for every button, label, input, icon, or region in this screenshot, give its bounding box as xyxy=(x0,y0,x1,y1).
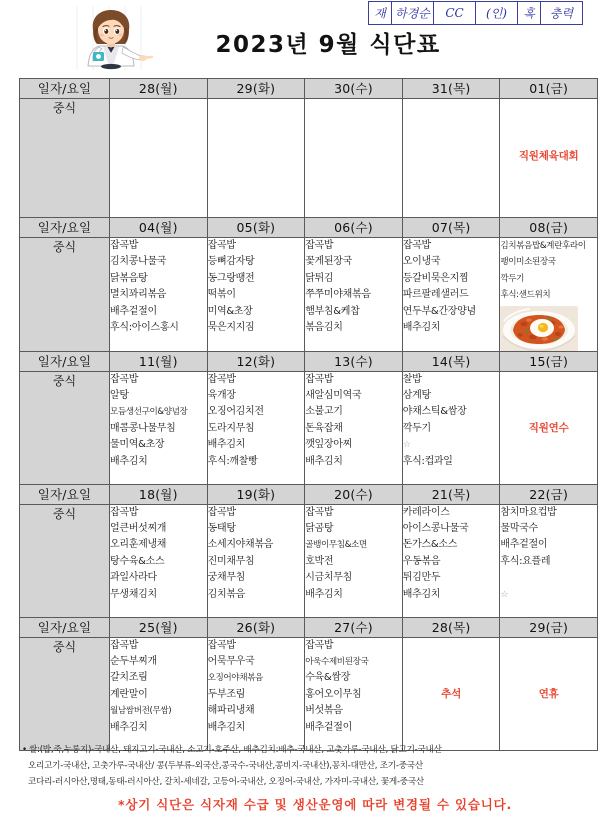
menu-cell xyxy=(110,371,208,484)
column-header-label: 일자/요일 xyxy=(20,79,110,99)
dish-item: 홍어오이무침 xyxy=(305,688,362,700)
dish-item: 소불고기 xyxy=(305,406,343,418)
menu-cell xyxy=(207,238,305,352)
dish-item: 후식:깨찰빵 xyxy=(207,455,258,467)
dish-item: 배추겉절이 xyxy=(305,721,352,733)
menu-cell xyxy=(402,371,500,484)
week-header-row xyxy=(20,79,598,99)
dish-item: 무생채김치 xyxy=(110,588,157,600)
week-menu-row xyxy=(20,371,598,484)
menu-cell xyxy=(110,99,208,218)
dish-list xyxy=(110,505,207,603)
dish-item: 묵은지지짐 xyxy=(207,322,255,334)
dish-item: 진미채무침 xyxy=(207,555,255,567)
dish-item: 매콤콩나물무침 xyxy=(110,422,176,434)
dish-list xyxy=(305,505,402,603)
dish-item: 오징어야채볶음 xyxy=(207,673,263,684)
origin-line-text: 쌀:(밥,죽,누룽지)-국내산, 돼지고기-국내산, 소고기-호주산, 배추김치:배추-국내산, 고춧가루-국내산, 닭고기-국내산 xyxy=(29,745,442,755)
dish-list xyxy=(208,638,305,736)
dish-item: 물미역&초장 xyxy=(110,439,165,451)
column-header-day: 28(월) xyxy=(110,79,208,99)
column-header-day: 26(화) xyxy=(207,617,305,637)
dish-list xyxy=(305,372,402,470)
menu-change-warning: *상기 식단은 식자재 수급 및 생산운영에 따라 변경될 수 있습니다. xyxy=(117,797,512,812)
menu-cell xyxy=(207,99,305,218)
week-header-row xyxy=(20,351,598,371)
column-header-day: 30(수) xyxy=(305,79,403,99)
dish-item: 배추김치 xyxy=(305,588,343,600)
dish-item: 동그랑땡전 xyxy=(207,272,255,284)
dish-list xyxy=(110,238,207,336)
dish-item: 오이냉국 xyxy=(402,256,441,268)
dish-item: 오리훈제냉채 xyxy=(110,539,167,551)
column-header-day: 11(월) xyxy=(110,351,208,371)
dish-item: 후식:컵과일 xyxy=(402,455,453,467)
dish-item: 소세지야채볶음 xyxy=(207,539,274,551)
dish-item: 어묵무우국 xyxy=(207,656,255,668)
dish-item: 쭈쭈미야채볶음 xyxy=(305,289,371,301)
menu-cell xyxy=(500,504,598,617)
stamp-cell xyxy=(518,2,541,24)
dish-item: 육개장 xyxy=(207,390,236,402)
menu-cell xyxy=(110,238,208,352)
column-header-day: 18(월) xyxy=(110,484,208,504)
dish-item: 해파리냉채 xyxy=(207,705,255,717)
column-header-day: 14(목) xyxy=(402,351,500,371)
week-menu-row xyxy=(20,637,598,750)
stamp-cell xyxy=(392,2,434,24)
dish-item: 돈가스&소스 xyxy=(402,539,458,551)
dish-item: 배추김치 xyxy=(207,721,246,733)
dish-item: 궁채무침 xyxy=(207,572,246,584)
meal-type-label: 중식 xyxy=(20,637,110,750)
menu-cell xyxy=(500,99,598,218)
menu-cell xyxy=(402,637,500,750)
stamp-cell xyxy=(434,2,476,24)
column-header-day: 31(목) xyxy=(402,79,500,99)
menu-cell xyxy=(402,99,500,218)
column-header-label: 일자/요일 xyxy=(20,351,110,371)
dish-item: 김치볶음밥&계란후라이 xyxy=(500,241,586,251)
approval-stamp-box xyxy=(368,1,583,25)
dish-list xyxy=(403,505,500,603)
week-menu-row xyxy=(20,238,598,352)
dish-item: 두부조림 xyxy=(207,688,246,700)
dish-item: 얼큰버섯찌개 xyxy=(110,523,167,535)
menu-cell xyxy=(305,504,403,617)
week-header-row xyxy=(20,484,598,504)
special-note: 직원연수 xyxy=(528,422,569,435)
dish-item: 잡곡밥 xyxy=(110,240,139,251)
menu-cell xyxy=(402,238,500,352)
origin-line xyxy=(0,758,616,774)
meal-type-label: 중식 xyxy=(20,99,110,218)
menu-cell xyxy=(402,504,500,617)
dish-item: 배추김치 xyxy=(402,322,441,334)
dish-list xyxy=(110,638,207,736)
dish-item: 잡곡밥 xyxy=(207,373,236,385)
dish-item: 잡곡밥 xyxy=(305,240,334,251)
column-header-day: 22(금) xyxy=(500,484,598,504)
dish-item: 잡곡밥 xyxy=(207,506,236,518)
dish-item: 참치마요컵밥 xyxy=(500,506,557,518)
dish-item: 삼계탕 xyxy=(402,390,431,402)
column-header-day: 13(수) xyxy=(305,351,403,371)
dish-item: 잡곡밥 xyxy=(207,240,236,251)
stamp-scribble-text: 충력 xyxy=(549,6,574,21)
meal-type-label: 중식 xyxy=(20,504,110,617)
dish-item: 오징어김치전 xyxy=(207,406,264,418)
dish-item-star: ☆ xyxy=(402,440,411,451)
dish-item: 월남쌈버전(무쌈) xyxy=(110,706,172,717)
dish-item: 팽이미소된장국 xyxy=(500,257,556,268)
dish-item: 잡곡밥 xyxy=(305,506,334,518)
dish-item: 잡곡밥 xyxy=(110,373,139,385)
column-header-day: 19(화) xyxy=(207,484,305,504)
dish-item: 튀김만두 xyxy=(402,572,441,584)
dish-item: 수육&쌈장 xyxy=(305,672,351,684)
dish-item: 햄부침&케찹 xyxy=(305,305,360,317)
menu-cell xyxy=(207,371,305,484)
menu-cell xyxy=(305,238,403,352)
dish-item: 배추겉절이 xyxy=(110,305,157,317)
dish-item: 등갈비묵은지찜 xyxy=(402,272,469,284)
origin-footer xyxy=(0,742,616,813)
dish-item: 버섯볶음 xyxy=(305,705,343,717)
dish-item: 후식:요플레 xyxy=(500,555,551,567)
dish-item: 배추김치 xyxy=(110,721,148,733)
dish-item: 호박전 xyxy=(305,555,334,567)
menu-cell xyxy=(500,238,598,352)
menu-cell xyxy=(500,637,598,750)
stamp-scribble-text: CC xyxy=(445,6,464,20)
bullet-icon: • xyxy=(22,745,27,755)
dish-item: 아이스콩나물국 xyxy=(402,523,469,535)
stamp-scribble-text: 하경순 xyxy=(395,6,430,21)
special-note: 추석 xyxy=(441,688,462,701)
monthly-menu-table xyxy=(19,78,598,751)
dish-item: 닭곰탕 xyxy=(305,523,334,535)
dish-item: 찰밥 xyxy=(402,373,422,385)
dish-item: 아욱수제비된장국 xyxy=(305,657,369,668)
special-note: 직원체육대회 xyxy=(518,149,579,162)
dish-item: 잡곡밥 xyxy=(110,506,139,518)
dish-item: 후식:아이스홍시 xyxy=(110,322,179,334)
column-header-day: 27(수) xyxy=(305,617,403,637)
dish-item-star: ☆ xyxy=(500,589,509,600)
origin-line xyxy=(0,742,616,758)
dish-item: 순두부찌개 xyxy=(110,656,157,668)
week-menu-row xyxy=(20,504,598,617)
dish-item: 멸치꽈리볶음 xyxy=(110,289,167,301)
dish-list xyxy=(305,638,402,736)
page-header xyxy=(0,0,616,74)
dish-item: 깻잎장아찌 xyxy=(305,439,352,451)
dish-item: 후식:샌드위치 xyxy=(500,290,551,301)
origin-line-text: 코다리-러시아산,명태,동태-러시아산, 갈치-세네갈, 고등어-국내산, 오징어-국내산, 가자미-국내산, 꽃게-중국산 xyxy=(28,777,424,787)
dish-list xyxy=(208,372,305,470)
dish-list xyxy=(305,238,402,336)
dish-list xyxy=(110,372,207,470)
dish-item: 탕수육&소스 xyxy=(110,555,165,567)
column-header-label: 일자/요일 xyxy=(20,484,110,504)
stamp-scribble-text: (인) xyxy=(486,6,507,21)
dish-item: 새알심미역국 xyxy=(305,390,362,402)
meal-type-label: 중식 xyxy=(20,238,110,352)
dish-list xyxy=(403,238,500,336)
column-header-day: 08(금) xyxy=(500,218,598,238)
menu-cell xyxy=(207,637,305,750)
column-header-day: 21(목) xyxy=(402,484,500,504)
dish-item: 김치볶음 xyxy=(207,588,246,600)
dish-item: 돈육잡채 xyxy=(305,422,343,434)
week-header-row xyxy=(20,218,598,238)
stamp-cell xyxy=(369,2,392,24)
dish-item: 등뼈감자탕 xyxy=(207,256,255,268)
dish-item: 물막국수 xyxy=(500,523,538,535)
column-header-day: 12(화) xyxy=(207,351,305,371)
column-header-day: 20(수) xyxy=(305,484,403,504)
dish-item: 깍두기 xyxy=(500,273,525,284)
dish-item: 골뱅이무침&소면 xyxy=(305,540,367,551)
dish-item: 알탕 xyxy=(110,390,129,402)
dish-list xyxy=(208,505,305,603)
dish-item: 동태탕 xyxy=(207,523,236,535)
menu-cell xyxy=(305,371,403,484)
dish-item: 연두부&간장양념 xyxy=(402,305,476,317)
dish-item: 잡곡밥 xyxy=(110,639,139,651)
column-header-day: 06(수) xyxy=(305,218,403,238)
dish-list xyxy=(403,372,500,470)
dish-item: 닭볶음탕 xyxy=(110,272,148,284)
page-title: 2023년 9월 식단표 xyxy=(215,32,441,58)
origin-line xyxy=(0,774,616,790)
dish-list xyxy=(500,238,597,304)
stamp-cell xyxy=(541,2,582,24)
dish-item: 김치콩나물국 xyxy=(110,256,167,268)
menu-cell xyxy=(110,637,208,750)
column-header-day: 05(화) xyxy=(207,218,305,238)
column-header-day: 15(금) xyxy=(500,351,598,371)
dish-item: 배추김치 xyxy=(110,455,148,467)
column-header-day: 04(월) xyxy=(110,218,208,238)
menu-cell xyxy=(305,99,403,218)
dish-item: 계란말이 xyxy=(110,688,148,700)
origin-line-text: 오리고기-국내산, 고춧가루-국내산/ 콩(두부류-외국산,콩국수-국내산,콩비지-국내산),꽁치-대만산, 조기-중국산 xyxy=(28,761,423,771)
column-header-day: 28(목) xyxy=(402,617,500,637)
omurice-photo xyxy=(500,306,578,351)
dish-item: 도라지무침 xyxy=(207,422,255,434)
week-header-row xyxy=(20,617,598,637)
dish-item: 배추겉절이 xyxy=(500,539,548,551)
dish-item: 닭튀김 xyxy=(305,272,334,284)
stamp-scribble-text: 재 xyxy=(374,6,386,21)
column-header-label: 일자/요일 xyxy=(20,617,110,637)
dish-item: 배추김치 xyxy=(402,588,441,600)
meal-type-label: 중식 xyxy=(20,371,110,484)
column-header-day: 07(목) xyxy=(402,218,500,238)
dish-item: 잡곡밥 xyxy=(305,373,334,385)
menu-cell xyxy=(207,504,305,617)
dish-item: 떡볶이 xyxy=(207,289,236,301)
column-header-day: 29(화) xyxy=(207,79,305,99)
column-header-day: 25(월) xyxy=(110,617,208,637)
menu-cell xyxy=(500,371,598,484)
special-note: 연휴 xyxy=(538,688,559,701)
dish-item: 카레라이스 xyxy=(402,506,450,518)
dish-item: 시금치무침 xyxy=(305,572,352,584)
dish-item: 배추김치 xyxy=(305,455,343,467)
dish-item xyxy=(500,570,597,586)
dish-item: 모듬생선구이&양념장 xyxy=(110,407,188,418)
menu-cell xyxy=(305,637,403,750)
menu-cell xyxy=(110,504,208,617)
dish-item: 잡곡밥 xyxy=(207,639,236,651)
column-header-day: 29(금) xyxy=(500,617,598,637)
dish-item: 잡곡밥 xyxy=(305,639,334,651)
dish-item: 야채스틱&쌈장 xyxy=(402,406,467,418)
dish-item: 볶음김치 xyxy=(305,322,343,334)
dish-item: 배추김치 xyxy=(207,439,246,451)
dish-item: 미역&초장 xyxy=(207,305,253,317)
dish-item: 갈치조림 xyxy=(110,672,148,684)
dish-item: 꽃게된장국 xyxy=(305,256,352,268)
dish-item: 파르팔레샐러드 xyxy=(402,289,469,301)
dish-list xyxy=(208,238,305,336)
column-header-day: 01(금) xyxy=(500,79,598,99)
week-menu-row xyxy=(20,99,598,218)
stamp-cell xyxy=(476,2,518,24)
stamp-scribble-text: 혹 xyxy=(523,6,535,21)
dish-list xyxy=(500,505,597,603)
dish-item: 과일사라다 xyxy=(110,572,157,584)
column-header-label: 일자/요일 xyxy=(20,218,110,238)
dish-item: 잡곡밥 xyxy=(402,240,431,251)
dish-item: 깍두기 xyxy=(402,422,431,434)
dish-item: 우동볶음 xyxy=(402,555,441,567)
